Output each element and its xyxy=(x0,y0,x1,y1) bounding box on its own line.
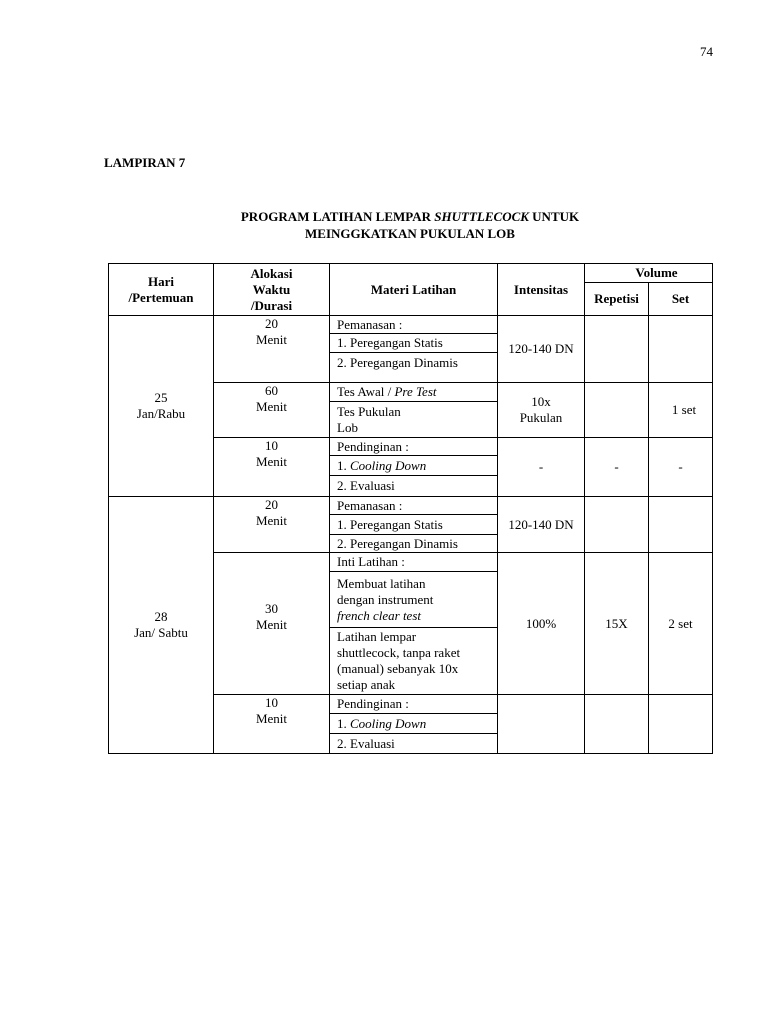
day2-b1-intensitas: 120-140 DN xyxy=(508,516,574,532)
day2-b2-repetisi: 15X xyxy=(605,615,628,631)
day2-b3-durasi: 10 Menit xyxy=(255,695,288,726)
day2-b3-materi-2: 1. Cooling Down xyxy=(337,715,427,731)
day1-b2-durasi: 60 Menit xyxy=(255,383,288,414)
day1-b3-materi-2: 1. Cooling Down xyxy=(337,457,427,473)
day2-b2-materi-2: Membuat latihan dengan instrument french clear test xyxy=(337,575,434,623)
day2-b2-durasi: 30 Menit xyxy=(255,601,288,632)
day1-b3-materi-3: 2. Evaluasi xyxy=(337,478,395,493)
header-alokasi: Alokasi Waktu /Durasi xyxy=(250,265,293,313)
day2-b2-materi-1: Inti Latihan : xyxy=(337,554,405,569)
day1-b2-materi-2: Tes Pukulan Lob xyxy=(337,403,401,435)
day2-b3-materi-1: Pendinginan : xyxy=(337,696,409,711)
day1-b3-durasi: 10 Menit xyxy=(255,438,288,469)
day2-b1-materi-2: 1. Peregangan Statis xyxy=(337,516,443,532)
day1-b1-durasi: 20 Menit xyxy=(255,316,288,347)
header-set: Set xyxy=(671,291,690,306)
day1-b1-materi-3: 2. Peregangan Dinamis xyxy=(337,354,458,370)
day2-b3-materi-3: 2. Evaluasi xyxy=(337,735,395,751)
day1-b3-materi-1: Pendinginan : xyxy=(337,438,409,454)
page-number: 74 xyxy=(700,44,713,59)
day1-b2-intensitas: 10x Pukulan xyxy=(519,394,563,425)
day1-b3-intensitas: - xyxy=(538,459,544,474)
title-line1-em: SHUTTLECOCK xyxy=(434,209,529,224)
day1-hari: 25 Jan/Rabu xyxy=(136,390,186,421)
appendix-heading: LAMPIRAN 7 xyxy=(104,155,186,170)
day1-b2-set: 1 set xyxy=(671,402,697,417)
day2-b2-materi-3: Latihan lempar shuttlecock, tanpa raket (manual) sebanyak 10x setiap anak xyxy=(337,629,461,692)
day1-b3-set: - xyxy=(678,459,683,474)
title-line2: MEINGGKATKAN PUKULAN LOB xyxy=(305,226,515,241)
day2-hari: 28 Jan/ Sabtu xyxy=(134,609,188,640)
header-hari: Hari /Pertemuan xyxy=(128,273,194,305)
col-line-6 xyxy=(712,263,713,754)
day2-b2-set: 2 set xyxy=(668,615,693,631)
day2-b1-materi-3: 2. Peregangan Dinamis xyxy=(337,535,458,551)
table-border-bottom xyxy=(108,753,713,754)
title-line1-pre: PROGRAM LATIHAN LEMPAR xyxy=(240,209,435,224)
header-materi: Materi Latihan xyxy=(370,281,457,297)
day1-b1-materi-2: 1. Peregangan Statis xyxy=(337,335,443,350)
header-repetisi: Repetisi xyxy=(594,291,639,306)
day1-b3-repetisi: - xyxy=(614,459,619,474)
header-intensitas: Intensitas xyxy=(513,281,569,297)
day2-b1-materi-1: Pemanasan : xyxy=(337,497,403,513)
day1-b2-materi-1: Tes Awal / Pre Test xyxy=(337,384,437,399)
header-volume: Volume xyxy=(635,265,678,280)
day2-b1-durasi: 20 Menit xyxy=(255,497,288,528)
day1-b1-intensitas: 120-140 DN xyxy=(508,341,574,356)
day2-b2-intensitas: 100% xyxy=(525,615,557,631)
day1-b1-materi-1: Pemanasan : xyxy=(337,316,403,332)
title-line1-post: UNTUK xyxy=(528,209,580,224)
